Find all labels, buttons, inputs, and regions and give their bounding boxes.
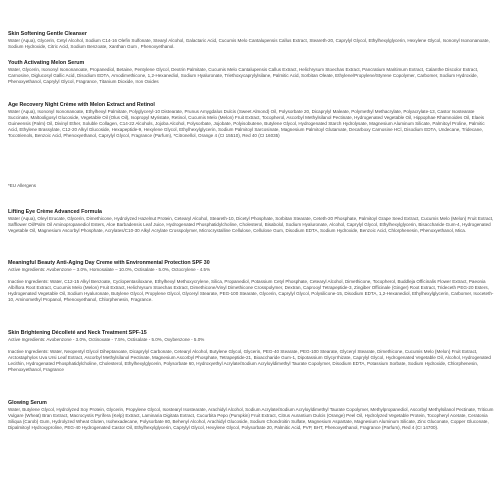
- section-youth-activating-melon-serum: [8, 60, 494, 85]
- section-ingredients: Water (Aqua), Oleyl Erucate, Glycerin, Dimethicone, Hydrolyzed Hazelnut Protein, Cetearyl Alcohol, Steareth-10, Dicetyl Phosphate, Sorbitan Stearate, Ceteth-20 Phosphate, Palmitoyl Grape Seed Extract, Cucumis Melo (Melon) Fruit Extract, Safflower Oil/Palm Oil Aminopropanediol Esters, Aloe Barbadensis Leaf Juice, Hydrogenated Phosphatidylcholine, Cholesterol, Bisabolol, Sodium Hyaluronate, Alcohol, Caprylyl Glycol, Ethylhexylglycerin, Bisaccharide Gum-4, Hydrogenated Vegetable Oil, Magnesium Ascorbyl Phosphate, Acrylates/C10-30 Alkyl Acrylate Crosspolymer, Microcrystalline Cellulose, Cellulose Gum, Disodium EDTA, Sodium Hydroxide, Benzoic Acid, Chlorphenesin, Phenoxyethanol, Mica.: [8, 216, 494, 234]
- section-title: Skin Brightening Décolleté and Neck Treatment SPF-15: [8, 330, 147, 336]
- section-meaningful-beauty-day-creme: [8, 260, 494, 303]
- section-title: Age Recovery Night Crème with Melon Extract and Retinol: [8, 102, 155, 108]
- section-title: Lifting Eye Crème Advanced Formula: [8, 209, 102, 215]
- section-title: Meaningful Beauty Anti-Aging Day Creme with Environmental Protection SPF 30: [8, 260, 210, 266]
- section-ingredients: Water (Aqua), Isononyl Isononanoate, Ethylhexyl Palmitate, Polyglyceryl-10 Distearate, Prunus Amygdalus Dulcis (Sweet Almond) Oil, Polysorbate 20, Dicaprylyl Maleate, Polymethyl Methacrylate, Polyacrylate-13, Castor Isostearate Succinate, Maltooligosyl Glucoside, Vegetable Oil (Olus Oil), Isopropyl Myristate, Retinol, Cucumis Melo (Melon) Fruit Extract, Tocopherol, Ascorbyl Methylsilanol Pectinate, Hydrogenated Vegetable Oil, Hippophae Rhamnoides Oil, Elaeis Guineensis (Palm) Oil, Divinyl Ether, Soluble Collagen, C14-22 Alcohols, Jojoba Alcohol, Polysorbate, Jojobate, Polyisobutene, Butylene Glycol, Hydrogenated Starch Hydrolysate, Magnesium Aluminum Silicate, Palmitoyl Proline, Palmitic Acid, Ethylene Brassylate, C12-20 Alkyl Glucoside, Hexapeptide-9, Hexylene Glycol, Ethylhexylglycerin, Sodium Palmitoyl Sarcosinate, Magnesium Palmitoyl Glutamate, Decarboxy Carnosine HCl, Disodium EDTA, Undecane, Tridecane, Tocotrienols, Benzoic Acid, Phenoxyethanol, Caprylyl Glycol, Fragrance (Parfum), *Citronellol, Orange 4 (CI 15510), Red 40 (CI 16035): [8, 109, 485, 139]
- section-title: Glowing Serum: [8, 400, 47, 406]
- section-ingredients: Water, Butylene Glycol, Hydrolyzed Soy Protein, Glycerin, Propylene Glycol, Isostearyl Isostearate, Arachidyl Alcohol, Sodium Acrylate/Sodium Acryloyldimethyl Taurate Copolymer, Methylpropanediol, Ascorbyl Methylsilanol Pectinate, Triticum Vulgare (Wheat) Bran Extract, Macrocystis Pyrifera (Kelp) Extract, Laminaria Digitata Extract, Cucurbita Pepo (Pumpkin) Fruit Extract, Citrus Aurantium Dulcis (Orange) Peel Oil, Hydrolyzed Vegetable Protein, Tocopheryl Acetate, Ceratonia Siliqua (Carob) Gum, Hydrolyzed Wheat Gluten, Isohexadecane, Polysorbate 80, Behenyl Alcohol, Arachidyl Glucoside, Sodium Chondroitin Sulfate, Magnesium Aspartate, Magnesium Aluminum Silicate, Zinc Gluconate, Copper Gluconate, Dipalmitoyl Hydroxyproline, PEG-40 Hydrogenated Castor Oil, Ethylhexylglycerin, Caprylyl Glycol, Hexylene Glycol, Polysorbate 20, Palmitic Acid, PVP, BHT, Phenoxyethanol, Fragrance (Parfum), Red 4 (CI 14700).: [8, 407, 494, 431]
- section-title: Skin Softening Gentle Cleanser: [8, 31, 87, 37]
- active-ingredients: Active Ingredients: Avobenzone – 3.0%, Homosalate – 10.0%, Octisalate - 5.0%, Octocrylene - 4.5%: [8, 267, 211, 272]
- section-glowing-serum: [8, 400, 494, 431]
- section-ingredients: Water, Glycerin, Isononyl Isononanoate, Propanediol, Betaine, Pentylene Glycol, Dextrin Palmitate, Cucumis Melo Cantalupensis Callus Extract, Helichrysum Stoechas Extract, Pancratium Maritimum Extract, Calanthe Discolor Extract, Carnosine, Diglucosyl Gallic Acid, Disodium EDTA, Amodimethicone, 1,2-Hexanediol, Sodium Hyaluronate, Triethoxycaprylylsilane, Palmitic Acid, Sorbitan Oleate, Ethylene/Propylene/Styrene Copolymer, Carbomer, Sodium Hydroxide, Phenoxyethanol, Caprylyl Glycol, Fragrance, Titanium Dioxide, Iron Oxides: [8, 67, 479, 85]
- section-skin-brightening-decollete: [8, 330, 494, 373]
- section-title: Youth Activating Melon Serum: [8, 60, 85, 66]
- section-eu-allergens-note: [8, 183, 494, 189]
- active-ingredients: Active Ingredients: Avobenzone - 3.0%, Octinoxate - 7.5%, Octisalate - 5.0%, Oxybenzone - 5.0%: [8, 337, 205, 342]
- inactive-ingredients: Inactive Ingredients: Water, Neopentyl Glycol Diheptanoate, Dicaprylyl Carbonate, Cetearyl Alcohol, Butylene Glycol, Glycerin, PEG-40 Stearate, PEG-100 Stearate, Glyceryl Stearate, Dimethicone, Cucumis Melo (Melon) Fruit Extract, Arctostaphylos Uva Ursi Leaf Extract, Ascorbyl Methylsilanol Pectinate, Magnesium Ascorbyl Phosphate, Tetrapeptide-21, Bioaccharide Gum-1, Dipotassium Glycyrrhizate, Caprylyl Glycol, Hydrogenated Vegetable Oil, Alcohol, Hydrogenated Lecithin, Hydrogenated Phosphatidylcholine, Cholesterol, Ethylhexylglycerin, Polysorbate 60, Hydroxyethyl Acrylate/Sodium Acryloyldimethyl Taurate Copolymer, Disodium EDTA, Potassium Sorbate, Sodium Hydroxide, Chlorphenesin, Phenoxyethanol, Fragrance: [8, 348, 491, 372]
- inactive-ingredients: Inactive Ingredients: Water, C12-15 Alkyl Benzoate, Cyclopentasiloxane, Ethylhexyl Methoxycrylene, Silica, Propanediol, Potassium Cetyl Phosphate, Cetearyl Alcohol, Dimethicone, Tocopherol, Buddleja Officinalis Flower Extract, Paeonia Albiflora Root Extract, Cucumis Melo (Melon) Fruit Extract, Helichrysum Stoechas Extract, Dimethicone/Vinyl Dimethicone Crosspolymer, Dextran, Caprooyl Tetrapeptide-3, Zingiber Officinale (Ginger) Root Extract, Trideceth PEG-20 Esters, Hydrogenated Vegetable Oil, Sodium Hyaluronate, Butylene Glycol, Propylene Glycol, Glyceryl Stearate, PEG-100 Stearate, Glycerin, Caprylyl Glycol, Polysilicone-15, Disodium EDTA, 1,2-Hexanediol, Ethylhexylglycerin, Carbomer, Isoceteth-10, Aminomethyl Propanol, Phenoxyethanol, Chlorphenesin, Fragrance.: [8, 278, 494, 302]
- section-lifting-eye-creme: [8, 209, 494, 234]
- section-skin-softening-gentle-cleanser: [8, 31, 494, 50]
- section-ingredients: Water (Aqua), Glycerin, Cetyl Alcohol, Sodium C14-16 Olefin Sulfonate, Stearyl Alcohol, Galactaric Acid, Cucumis Melo Cantalupensis Callus Extract, Steareth-20, Caprylyl Glycol, Ethylhexylglycerin, Hexylene Glycol, Isononyl Isononanoate, Sodium Hydroxide, Citric Acid, Sodium Benzoate, Xanthan Gum , Phenoxyethanol.: [8, 38, 490, 50]
- eu-allergens-note: *EU Allergens: [8, 183, 37, 188]
- section-age-recovery-night-creme: [8, 102, 494, 139]
